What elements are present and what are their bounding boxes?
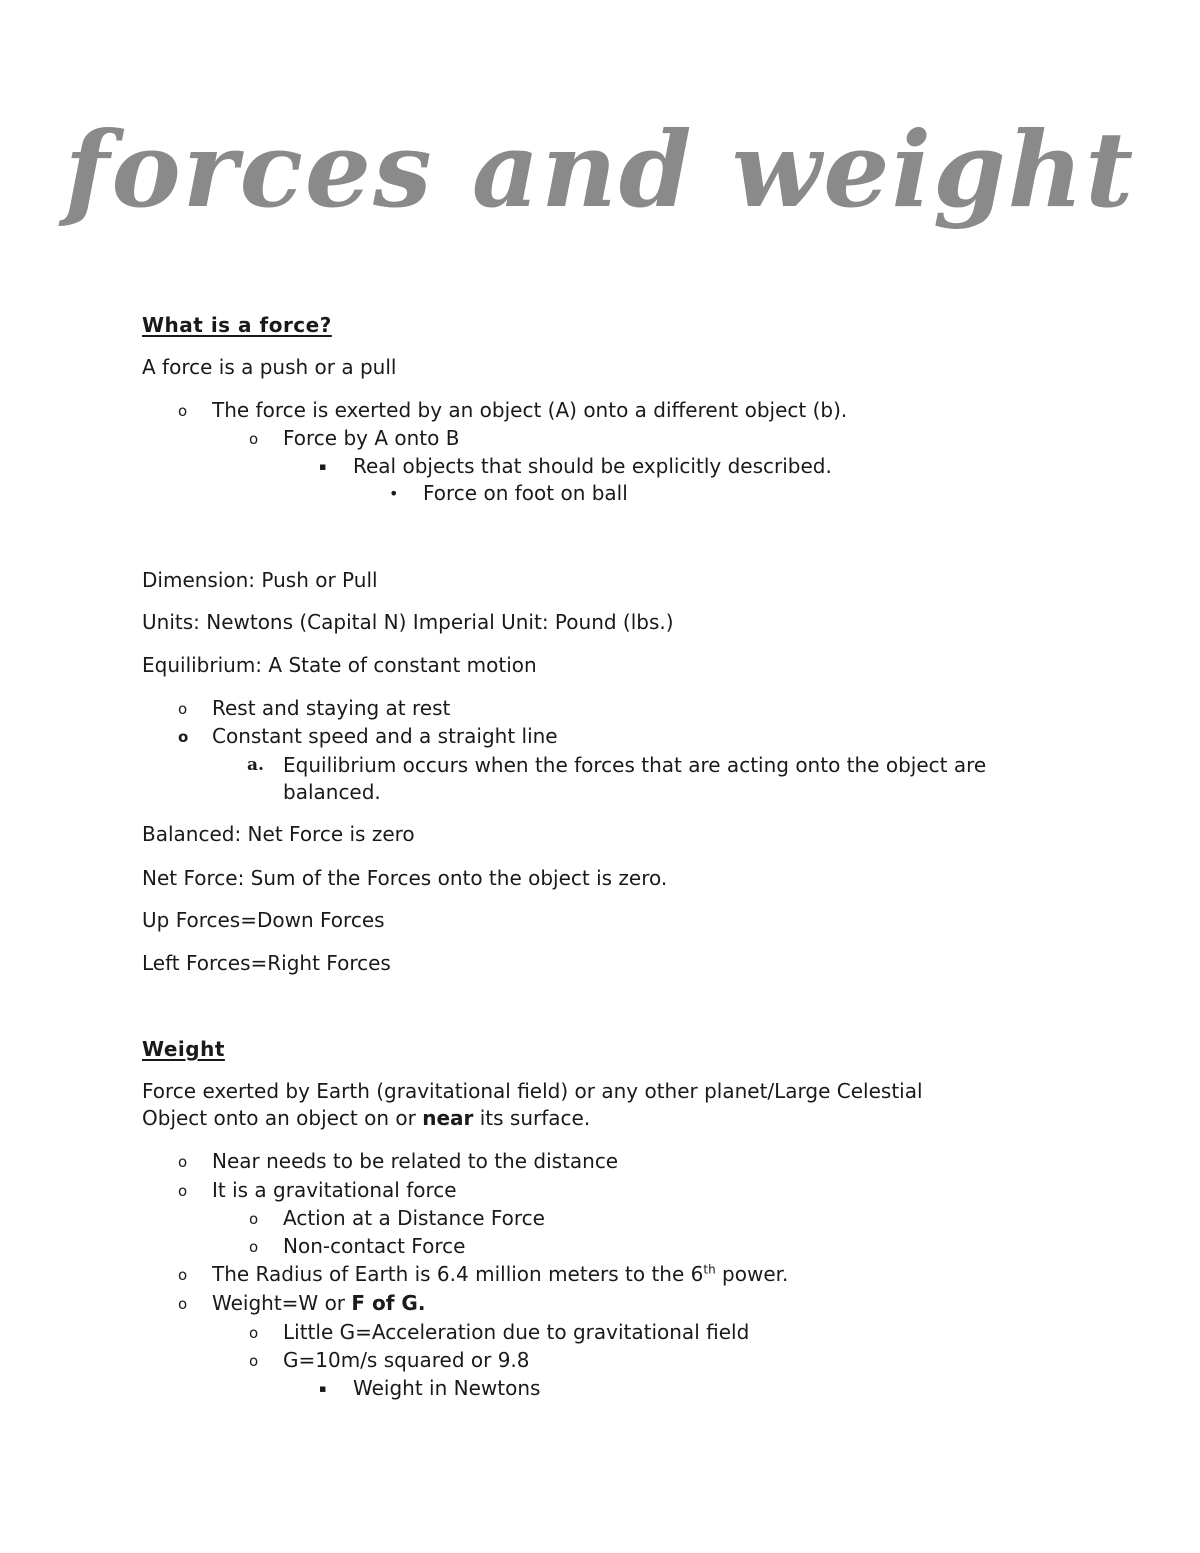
list-item: The force is exerted by an object (A) onto a different object (b). [212,398,848,422]
balanced-line: Balanced: Net Force is zero [142,822,415,846]
bullet-square: ▪ [319,460,327,473]
bullet-circle: o [249,1352,259,1370]
net-force-line: Net Force: Sum of the Forces onto the object is zero. [142,866,668,890]
list-item: Force by A onto B [283,426,460,450]
bullet-circle: o [249,1238,259,1256]
list-item: Action at a Distance Force [283,1206,545,1230]
bullet-circle: o [178,700,188,718]
bullet-circle: o [249,1210,259,1228]
list-item: Real objects that should be explicitly described. [353,454,832,478]
list-item: Near needs to be related to the distance [212,1149,619,1173]
list-item: Force on foot on ball [423,481,628,505]
bullet-circle: o [249,430,259,448]
weight-bold-fofg: F of G. [351,1291,426,1315]
equilibrium-line: Equilibrium: A State of constant motion [142,653,537,677]
radius-superscript: th [703,1262,716,1277]
list-item: Rest and staying at rest [212,696,451,720]
list-item-continued: balanced. [283,780,381,804]
list-item: Constant speed and a straight line [212,724,558,748]
heading-what-is-force: What is a force? [142,313,332,337]
dimension-line: Dimension: Push or Pull [142,568,378,592]
radius-text: The Radius of Earth is 6.4 million meters to the 6 [212,1262,704,1286]
list-item: Non-contact Force [283,1234,466,1258]
bullet-letter: a. [247,755,264,775]
list-item: G=10m/s squared or 9.8 [283,1348,530,1372]
left-right-line: Left Forces=Right Forces [142,951,391,975]
bullet-square: ▪ [319,1382,327,1395]
list-item: Equilibrium occurs when the forces that are acting onto the object are [283,753,987,777]
weight-desc-line1: Force exerted by Earth (gravitational field) or any other planet/Large Celestial [142,1079,923,1103]
document-title: forces and weight [64,108,1136,231]
radius-text: power. [715,1262,789,1286]
force-intro: A force is a push or a pull [142,355,397,379]
desc-text: its surface. [473,1106,591,1130]
desc-text: Object onto an object on or [142,1106,423,1130]
list-item [212,1289,425,1317]
bullet-circle: o [178,1295,188,1313]
bullet-circle: o [178,1266,188,1284]
list-item: Little G=Acceleration due to gravitational field [283,1320,750,1344]
weight-text: Weight=W or [212,1291,352,1315]
bullet-circle: o [178,1182,188,1200]
weight-desc-line2 [142,1104,590,1132]
bullet-dot: • [389,484,399,503]
bullet-circle: o [178,728,189,746]
up-down-line: Up Forces=Down Forces [142,908,385,932]
bullet-circle: o [178,402,188,420]
list-item: It is a gravitational force [212,1178,457,1202]
units-line: Units: Newtons (Capital N) Imperial Unit: Pound (lbs.) [142,610,674,634]
heading-weight: Weight [142,1037,225,1061]
list-item: Weight in Newtons [353,1376,541,1400]
list-item [212,1260,788,1288]
bullet-circle: o [178,1153,188,1171]
desc-bold-near: near [422,1106,474,1130]
bullet-circle: o [249,1324,259,1342]
